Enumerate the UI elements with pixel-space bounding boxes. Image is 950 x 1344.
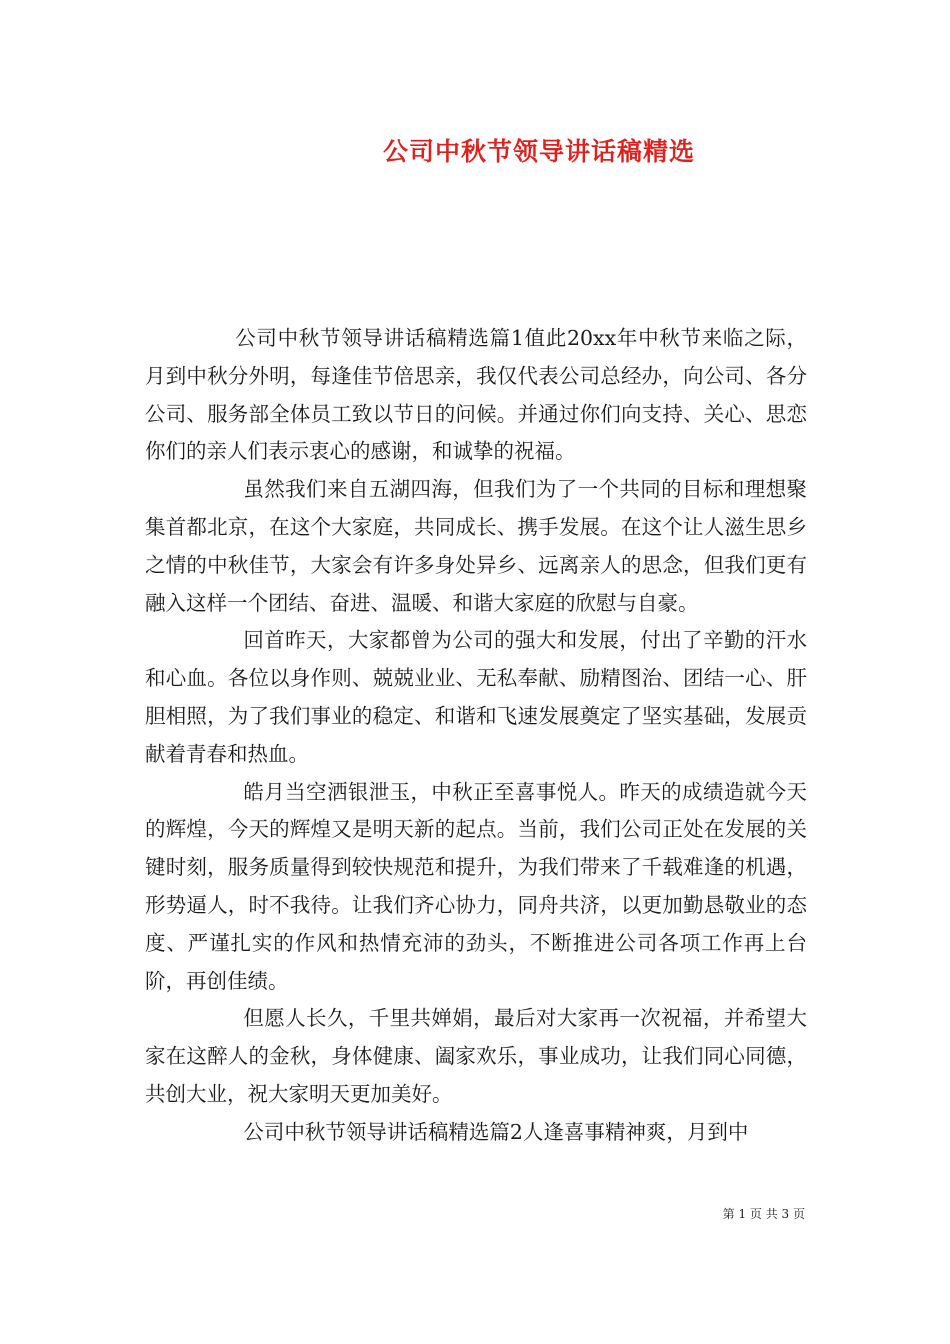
paragraph-3: 回首昨天，大家都曾为公司的强大和发展，付出了辛勤的汗水和心血。各位以身作则、兢兢业业、无私奉献、励精图治、团结一心、肝胆相照，为了我们事业的稳定、和谐和飞速发展奠定了坚实基础，发展贡献着青春和热血。: [145, 628, 807, 766]
paragraph-1: 公司中秋节领导讲话稿精选篇1值此20xx年中秋节来临之际，月到中秋分外明，每逢佳节倍思亲，我仅代表公司总经办，向公司、各分公司、服务部全体员工致以节日的问候。并通过你们向支持、关心、思恋你们的亲人们表示衷心的感谢，和诚挚的祝福。: [145, 326, 807, 464]
document-body: [145, 320, 807, 1152]
paragraph-4: 皓月当空洒银泄玉，中秋正至喜事悦人。昨天的成绩造就今天的辉煌，今天的辉煌又是明天新的起点。当前，我们公司正处在发展的关键时刻，服务质量得到较快规范和提升，为我们带来了千载难逢的机遇，形势逼人，时不我待。让我们齐心协力，同舟共济，以更加勤恳敬业的态度、严谨扎实的作风和热情充沛的劲头，不断推进公司各项工作再上台阶，再创佳绩。: [145, 779, 807, 993]
paragraph-5: 但愿人长久，千里共婵娟，最后对大家再一次祝福，并希望大家在这醉人的金秋，身体健康、阖家欢乐，事业成功，让我们同心同德，共创大业，祝大家明天更加美好。: [145, 1006, 807, 1106]
page-number-footer: 第 1 页 共 3 页: [722, 1207, 805, 1221]
document-title: 公司中秋节领导讲话稿精选: [382, 137, 695, 166]
paragraph-6: 公司中秋节领导讲话稿精选篇2人逢喜事精神爽，月到中: [243, 1119, 749, 1144]
paragraph-2: 虽然我们来自五湖四海，但我们为了一个共同的目标和理想聚集首都北京，在这个大家庭，共同成长、携手发展。在这个让人滋生思乡之情的中秋佳节，大家会有许多身处异乡、远离亲人的思念，但我们更有融入这样一个团结、奋进、温暖、和谐大家庭的欣慰与自豪。: [145, 477, 807, 615]
